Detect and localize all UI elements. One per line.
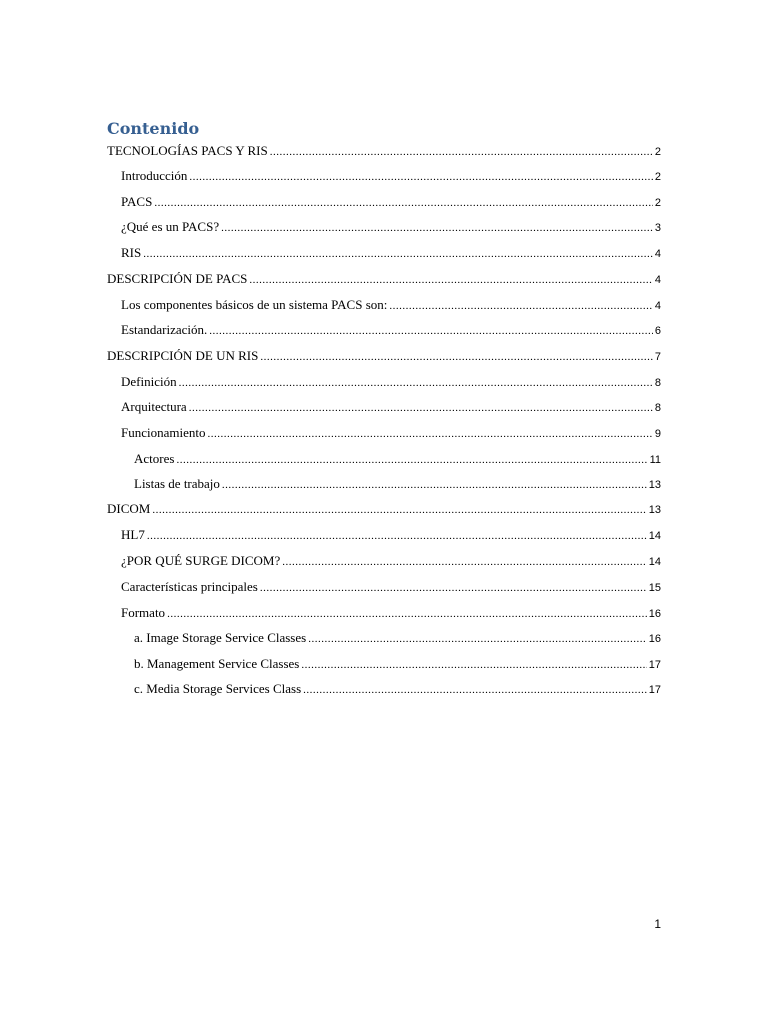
toc-entry-page: 2 xyxy=(654,146,661,158)
dot-leader xyxy=(282,553,647,571)
toc-entry-label: ¿POR QUÉ SURGE DICOM? xyxy=(121,553,281,568)
toc-entry[interactable] xyxy=(121,578,661,596)
toc-entry[interactable] xyxy=(107,347,661,365)
dot-leader xyxy=(221,219,653,237)
toc-entry-page: 6 xyxy=(654,325,661,337)
toc-entry[interactable] xyxy=(121,244,661,262)
dot-leader xyxy=(303,681,647,699)
dot-leader xyxy=(189,168,652,186)
dot-leader xyxy=(270,143,653,161)
dot-leader xyxy=(152,501,646,519)
toc-entry-label: HL7 xyxy=(121,527,145,542)
toc-entry[interactable] xyxy=(121,552,661,570)
dot-leader xyxy=(389,297,653,315)
toc-entry-page: 2 xyxy=(654,171,661,183)
toc-heading: Contenido xyxy=(107,119,200,138)
toc-entry-label: c. Media Storage Services Class xyxy=(134,681,302,696)
dot-leader xyxy=(176,451,647,469)
toc-entry-page: 4 xyxy=(654,300,661,312)
toc-entry-page: 16 xyxy=(648,633,661,645)
toc-entry-page: 11 xyxy=(649,454,661,466)
toc-entry-page: 9 xyxy=(654,428,661,440)
toc-entry-label: RIS xyxy=(121,245,142,260)
dot-leader xyxy=(154,194,653,212)
toc-entry-label: DICOM xyxy=(107,501,151,516)
toc-entry-page: 17 xyxy=(648,659,661,671)
toc-entry[interactable] xyxy=(121,604,661,622)
toc-entry-label: TECNOLOGÍAS PACS Y RIS xyxy=(107,143,268,158)
toc-entry-page: 2 xyxy=(654,197,661,209)
toc-entry[interactable] xyxy=(121,296,661,314)
toc-entry-label: DESCRIPCIÓN DE UN RIS xyxy=(107,348,259,363)
toc-entry-label: Funcionamiento xyxy=(121,425,206,440)
toc-entry-label: Introducción xyxy=(121,168,188,183)
toc-entry[interactable] xyxy=(134,450,661,468)
dot-leader xyxy=(222,476,647,494)
toc-entry[interactable] xyxy=(134,680,661,698)
toc-entry-label: Los componentes básicos de un sistema PACS son: xyxy=(121,297,388,312)
dot-leader xyxy=(301,656,646,674)
dot-leader xyxy=(260,348,653,366)
toc-entry[interactable] xyxy=(134,475,661,493)
toc-entry[interactable] xyxy=(121,424,661,442)
toc-entry[interactable] xyxy=(121,321,661,339)
toc-entry-page: 14 xyxy=(648,556,661,568)
toc-entry-label: Características principales xyxy=(121,579,258,594)
toc-entry-label: Formato xyxy=(121,605,166,620)
dot-leader xyxy=(249,271,652,289)
dot-leader xyxy=(147,527,647,545)
toc-entry-label: Estandarización. xyxy=(121,322,208,337)
toc-entry[interactable] xyxy=(107,500,661,518)
toc-entry-label: Arquitectura xyxy=(121,399,187,414)
toc-entry-page: 4 xyxy=(654,274,661,286)
dot-leader xyxy=(167,605,647,623)
toc-entry[interactable] xyxy=(121,398,661,416)
dot-leader xyxy=(143,245,653,263)
toc-entry-label: Definición xyxy=(121,374,177,389)
toc-entry-page: 17 xyxy=(648,684,661,696)
toc-entry-label: ¿Qué es un PACS? xyxy=(121,219,220,234)
toc-entry[interactable] xyxy=(121,526,661,544)
toc-entry-page: 13 xyxy=(648,479,661,491)
dot-leader xyxy=(260,579,647,597)
toc-entry-label: Listas de trabajo xyxy=(134,476,220,491)
dot-leader xyxy=(208,425,653,443)
toc-entry-page: 4 xyxy=(654,248,661,260)
dot-leader xyxy=(189,399,653,417)
toc-entry-page: 8 xyxy=(654,402,661,414)
toc-entry-page: 3 xyxy=(654,222,661,234)
toc-entry-page: 7 xyxy=(654,351,661,363)
toc-entry[interactable] xyxy=(107,142,661,160)
toc-entry-label: PACS xyxy=(121,194,153,209)
toc-entry-label: b. Management Service Classes xyxy=(134,656,300,671)
dot-leader xyxy=(308,630,647,648)
toc-entry-label: Actores xyxy=(134,451,175,466)
toc-entry[interactable] xyxy=(134,655,661,673)
toc-entry-page: 16 xyxy=(648,608,661,620)
toc-entry-page: 8 xyxy=(654,377,661,389)
toc-entry-label: a. Image Storage Service Classes xyxy=(134,630,307,645)
toc-entry[interactable] xyxy=(121,373,661,391)
toc-entry-label: DESCRIPCIÓN DE PACS xyxy=(107,271,248,286)
toc-entry-page: 14 xyxy=(648,530,661,542)
toc-entry[interactable] xyxy=(107,270,661,288)
toc-entry[interactable] xyxy=(134,629,661,647)
toc-entry-page: 15 xyxy=(648,582,661,594)
page-number: 1 xyxy=(654,917,661,931)
dot-leader xyxy=(209,322,653,340)
toc-entry-page: 13 xyxy=(648,504,661,516)
toc-entry[interactable] xyxy=(121,193,661,211)
toc-entry[interactable] xyxy=(121,218,661,236)
dot-leader xyxy=(179,374,653,392)
toc-entry[interactable] xyxy=(121,167,661,185)
